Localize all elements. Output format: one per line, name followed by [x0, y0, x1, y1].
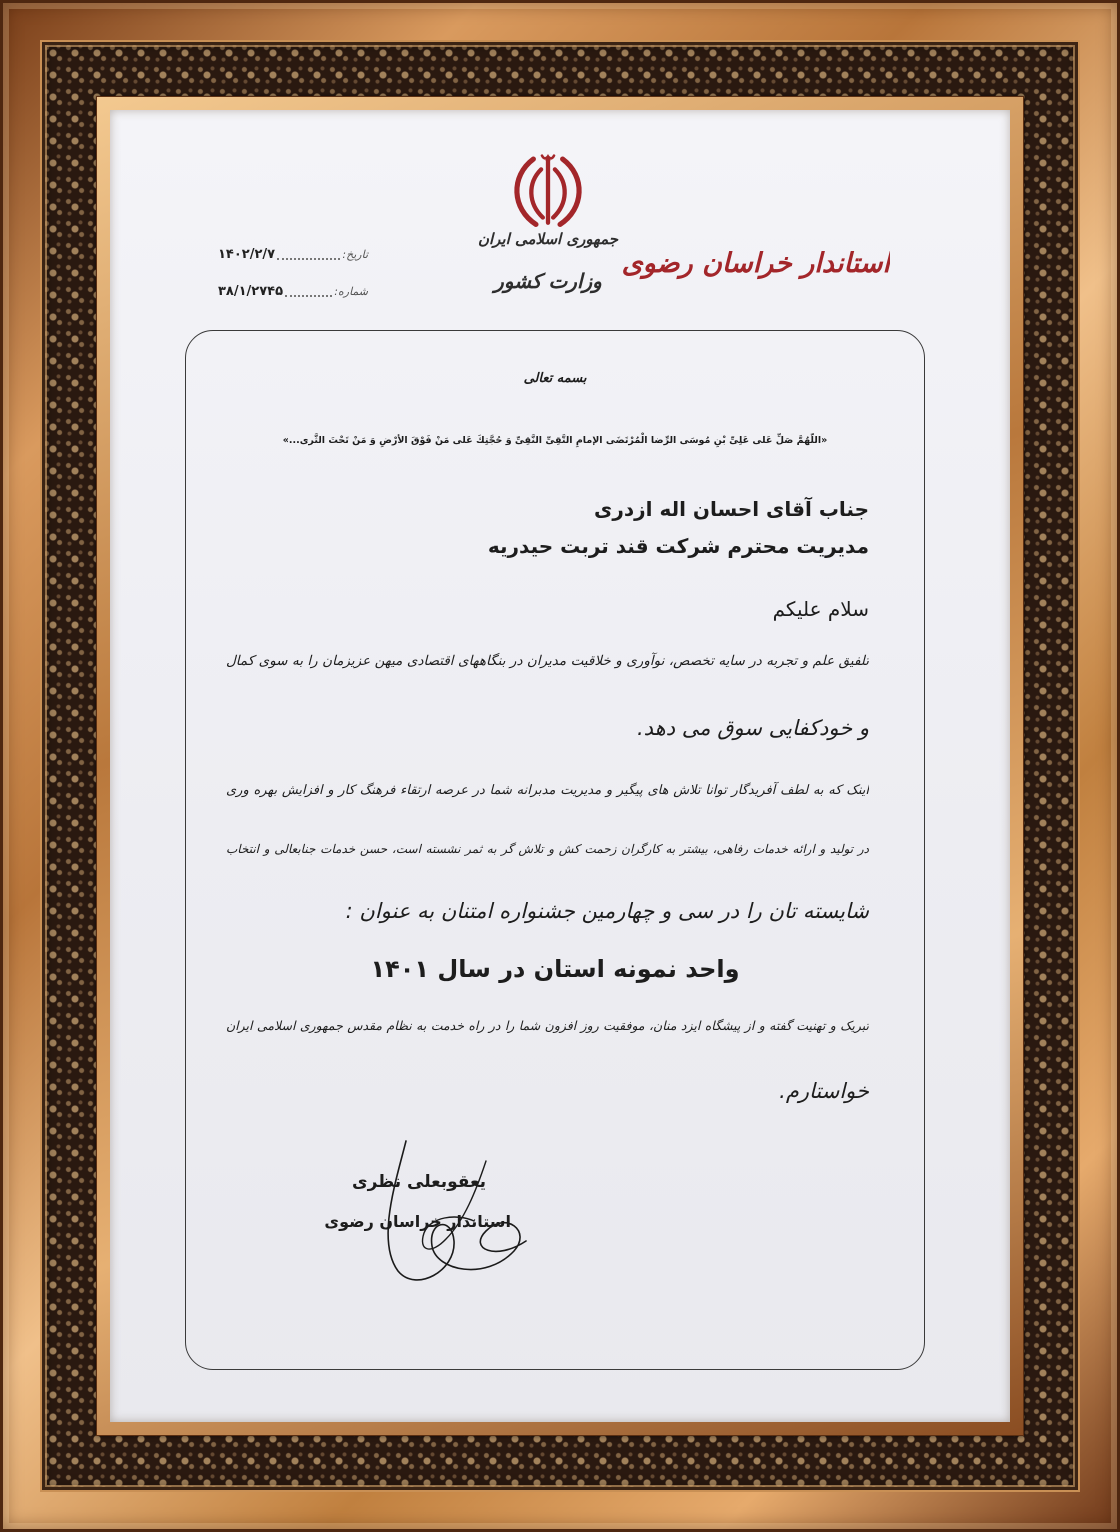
paragraph-line: تلفیق علم و تجربه در سایه تخصص، نوآوری و خلاقیت مدیران در بنگاههای اقتصادی میهن عزیزمان را به سوی کمال — [226, 653, 869, 669]
paragraph-line: در تولید و ارائه خدمات رفاهی، بیشتر به کارگران زحمت کش و تلاش گر به ثمر نشسته است، حسن خدمات جنابعالی و انتخاب — [226, 842, 869, 856]
paragraph-line: اینک که به لطف آفریدگار توانا تلاش های پیگیر و مدیریت مدبرانه شما در عرصه ارتقاء فرهنگ کار و افزایش بهره وری — [226, 783, 869, 798]
invocation: بسمه تعالی — [523, 371, 587, 386]
date-value: ۱۴۰۲/۲/۷ — [218, 247, 276, 262]
number-leader — [285, 295, 332, 297]
iran-emblem-icon — [505, 150, 591, 230]
date-row — [218, 245, 368, 265]
number-label: شماره: — [334, 285, 368, 298]
signer-title: استاندار خراسان رضوی — [324, 1212, 511, 1231]
award-title: واحد نمونه استان در سال ۱۴۰۱ — [370, 955, 740, 983]
recipient-title: مدیریت محترم شرکت قند تربت حیدریه — [487, 534, 869, 558]
signer-name: یعقوبعلی نظری — [351, 1172, 486, 1192]
closing-line: خواستارم. — [779, 1079, 869, 1103]
country-name: جمهوری اسلامی ایران — [477, 230, 619, 248]
date-label: تاریخ: — [342, 248, 368, 261]
letter-box — [185, 330, 925, 1370]
ministry-name: وزارت کشور — [494, 269, 602, 293]
recipient-name: جناب آقای احسان اله ازدری — [594, 497, 869, 521]
number-value: ۳۸/۱/۲۷۴۵ — [218, 284, 284, 299]
letterhead-title: استاندار خراسان رضوی — [621, 248, 890, 279]
closing-line: تبریک و تهنیت گفته و از پیشگاه ایزد منان، موفقیت روز افزون شما را در راه خدمت به نظام مقدس جمهوری اسلامی ایران — [226, 1018, 869, 1033]
number-row — [218, 282, 368, 302]
prayer: «اللّهُمَّ صَلِّ عَلی عَلِیِّ بْنِ مُوسَی الرِّضا الْمُرْتَضَی الإمامِ التَّقِیِّ النَّقِیِّ وَ حُجَّتِكَ عَلی مَنْ فَوْقَ الأرْضِ وَ مَنْ تَحْتَ الثَّری...» — [282, 435, 828, 446]
paragraph-line: شایسته تان را در سی و چهارمین جشنواره امتنان به عنوان : — [345, 899, 869, 923]
certificate-paper — [110, 110, 1010, 1422]
paragraph-line: و خودکفایی سوق می دهد. — [636, 716, 869, 740]
date-leader — [277, 258, 340, 260]
greeting: سلام علیکم — [772, 597, 869, 621]
